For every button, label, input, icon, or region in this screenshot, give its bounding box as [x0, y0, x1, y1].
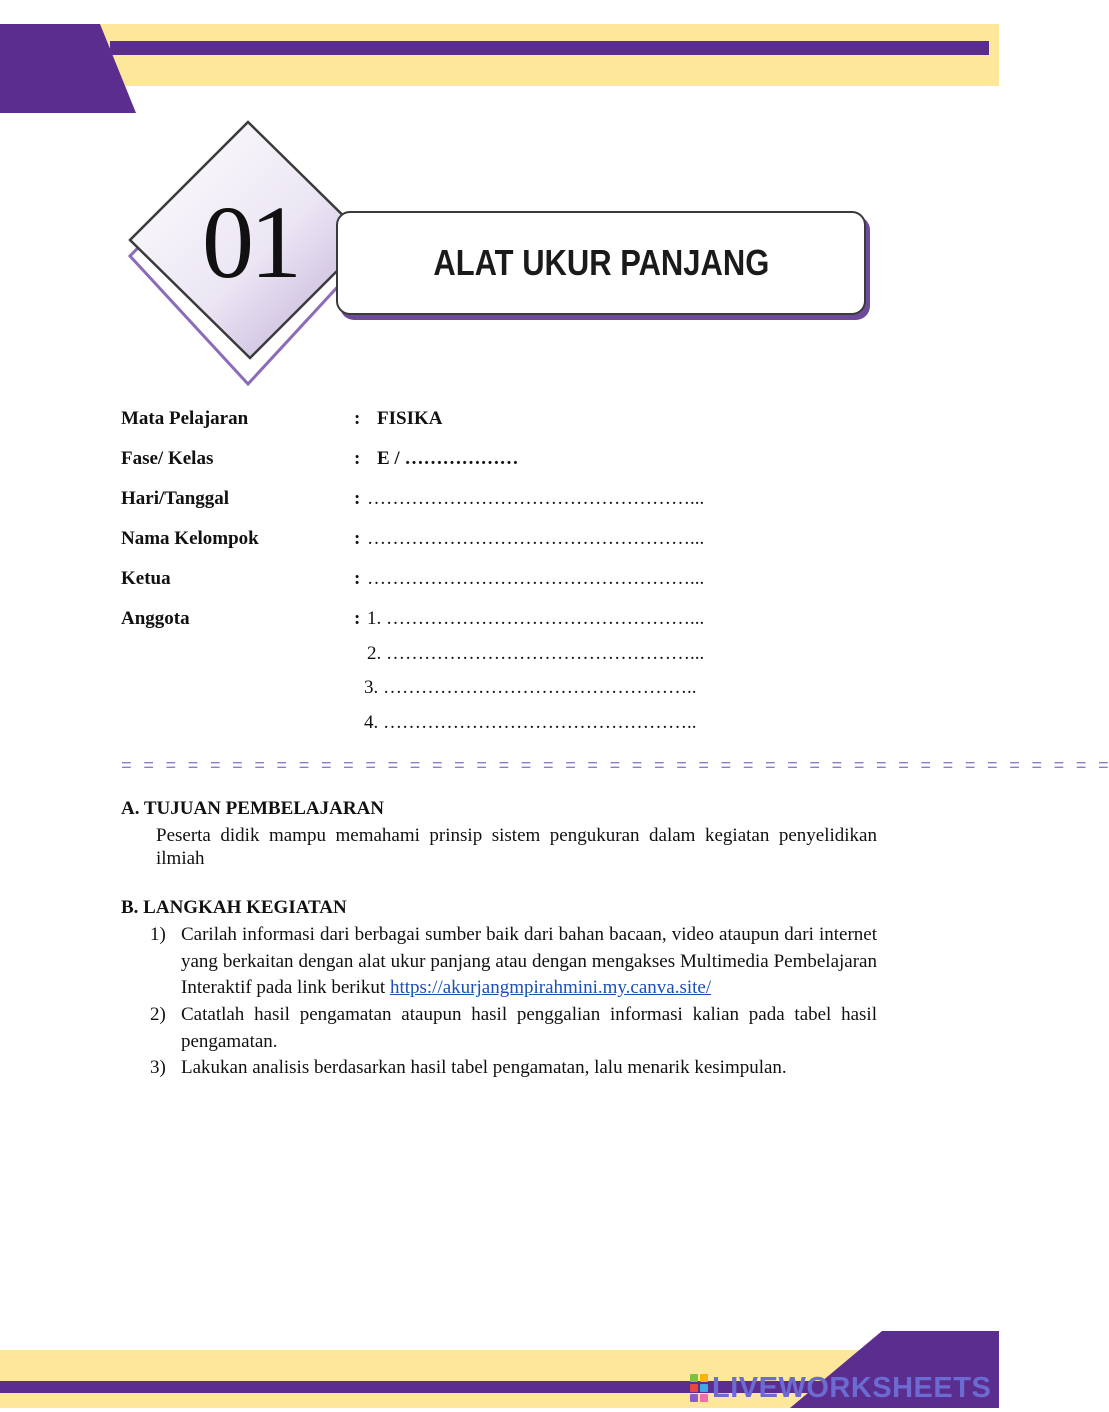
info-value-leader[interactable]: ……………………………………………...	[367, 568, 705, 589]
step-1-number: 1)	[150, 924, 166, 945]
step-3-number: 3)	[150, 1057, 166, 1078]
step-2-text: Catatlah hasil pengamatan ataupun hasil penggalian informasi kalian pada tabel hasil pengamatan.	[181, 1004, 877, 1052]
info-value-date[interactable]: ……………………………………………...	[367, 488, 705, 509]
separator-line: = = = = = = = = = = = = = = = = = = = = = = = = = = = = = = = = = = = = = = = = = = = = =	[121, 757, 1109, 777]
info-colon: :	[354, 408, 361, 429]
step-1-text	[181, 922, 877, 1002]
step-2-number: 2)	[150, 1004, 166, 1025]
info-value-subject[interactable]: FISIKA	[377, 408, 443, 429]
step-1-body: Carilah informasi dari berbagai sumber baik dari bahan bacaan, video ataupun dari internet yang berkaitan dengan alat ukur panjang atau dengan mengakses Multimedia Pembelajaran Interaktif pada link berikut	[181, 924, 877, 998]
info-label-subject: Mata Pelajaran	[121, 408, 249, 429]
member-2-field[interactable]: 2. …………………………………………...	[367, 643, 705, 664]
info-value-group[interactable]: ……………………………………………...	[367, 528, 705, 549]
info-colon: :	[354, 528, 361, 549]
top-purple-line	[110, 41, 989, 55]
section-b-heading: B. LANGKAH KEGIATAN	[121, 897, 347, 918]
liveworksheets-text: LIVEWORKSHEETS	[712, 1371, 992, 1404]
info-label-leader: Ketua	[121, 568, 171, 589]
section-a-text: Peserta didik mampu memahami prinsip sistem pengukuran dalam kegiatan penyelidikan ilmiah	[156, 825, 877, 869]
info-colon: :	[354, 568, 361, 589]
canva-link[interactable]: https://akurjangmpirahmini.my.canva.site/	[389, 977, 712, 998]
info-value-class-text: E / ………………	[377, 448, 519, 469]
info-label-class: Fase/ Kelas	[121, 448, 214, 469]
info-colon: :	[354, 448, 361, 469]
step-3-text: Lakukan analisis berdasarkan hasil tabel pengamatan, lalu menarik kesimpulan.	[181, 1057, 787, 1078]
member-1-field[interactable]: 1. …………………………………………...	[367, 608, 705, 629]
info-value-class[interactable]	[377, 448, 518, 470]
section-a-heading: A. TUJUAN PEMBELAJARAN	[121, 798, 385, 819]
info-label-date: Hari/Tanggal	[121, 488, 230, 509]
info-colon: :	[354, 608, 361, 629]
info-colon: :	[354, 488, 361, 509]
member-4-field[interactable]: 4. …………………………………………..	[364, 712, 697, 733]
member-3-field[interactable]: 3. …………………………………………..	[364, 677, 697, 698]
chapter-number: 01	[202, 185, 298, 300]
info-label-group: Nama Kelompok	[121, 528, 259, 549]
title-box	[336, 211, 866, 315]
liveworksheets-watermark	[690, 1372, 991, 1404]
info-label-members: Anggota	[121, 608, 190, 629]
liveworksheets-logo-icon	[690, 1374, 708, 1402]
page-title: ALAT UKUR PANJANG	[433, 242, 769, 283]
